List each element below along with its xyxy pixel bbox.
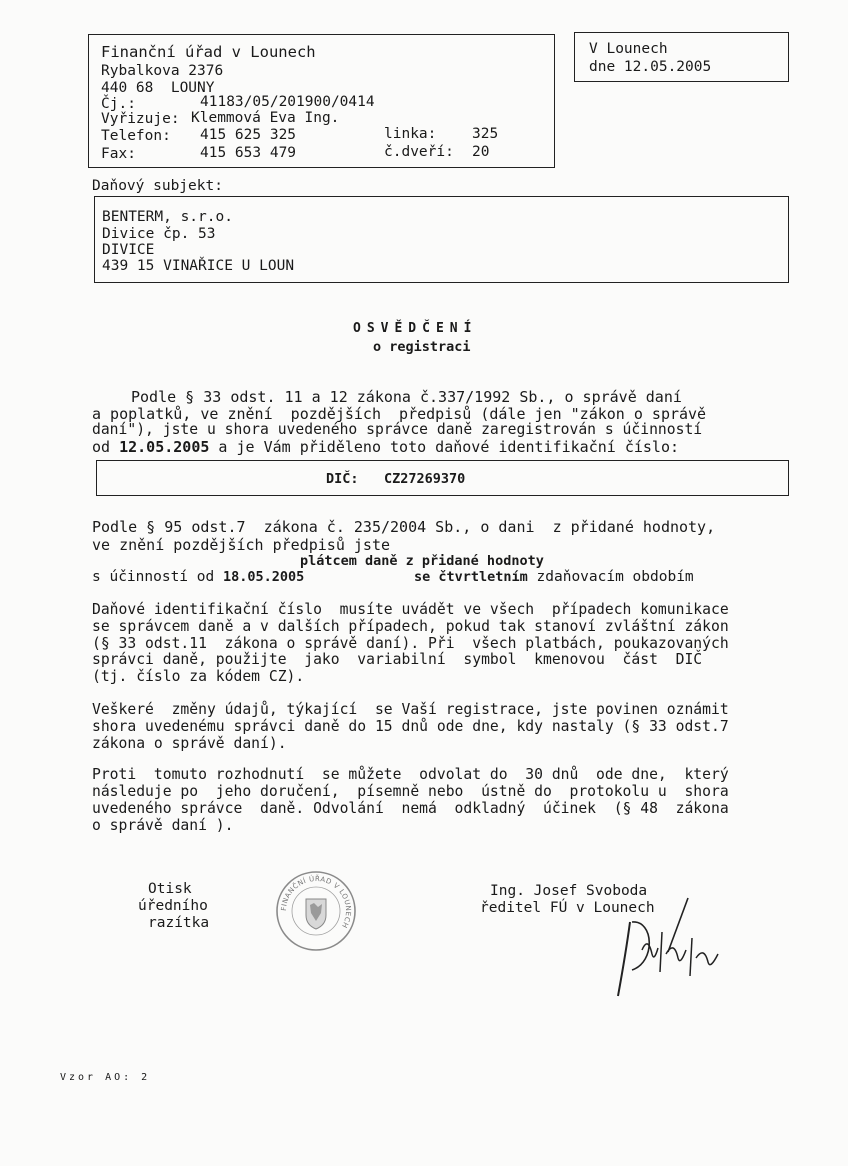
- office-name: Finanční úřad v Lounech: [101, 43, 316, 61]
- ref-label: Čj.:: [101, 96, 136, 112]
- subject-name: BENTERM, s.r.o.: [102, 209, 233, 225]
- para2-line4: [92, 569, 304, 585]
- ext-value: 325: [472, 126, 499, 142]
- para2-line3: plátcem daně z přidané hodnoty: [300, 553, 544, 569]
- subject-street: Divice čp. 53: [102, 226, 216, 242]
- para1-line3: daní"), jste u shora uvedeného správce daně zaregistrován s účinností: [92, 421, 703, 438]
- ext-label: linka:: [384, 126, 437, 142]
- para5-line3: uvedeného správce daně. Odvolání nemá odkladný účinek (§ 48 zákona: [92, 800, 729, 817]
- door-label: č.dveří:: [384, 144, 454, 160]
- vat-period: se čtvrtletním: [414, 569, 528, 585]
- para5-line1: Proti tomuto rozhodnutí se můžete odvolat do 30 dnů ode dne, který: [92, 766, 729, 783]
- office-street: Rybalkova 2376: [101, 63, 224, 79]
- document-subtitle: o registraci: [373, 339, 471, 355]
- phone-value: 415 625 325: [200, 127, 297, 143]
- door-value: 20: [472, 144, 490, 160]
- subject-town: DIVICE: [102, 242, 155, 258]
- para2-line4-post: zdaňovacím obdobím: [527, 569, 694, 585]
- para1-line4-pre: od: [92, 438, 120, 456]
- form-footer: Vzor AO: 2: [60, 1072, 151, 1083]
- para4-line1: Veškeré změny údajů, týkající se Vaší registrace, jste povinen oznámit: [92, 701, 729, 718]
- fax-value: 415 653 479: [200, 145, 297, 161]
- handler-label: Vyřizuje:: [101, 111, 180, 127]
- ref-value: 41183/05/201900/0414: [200, 94, 375, 110]
- para3-line2: se správcem daně a v dalších případech, pokud tak stanoví zvláštní zákon: [92, 618, 729, 635]
- signatory-name: Ing. Josef Svoboda: [490, 883, 648, 899]
- para1-line4: [92, 439, 679, 455]
- subject-label: Daňový subjekt:: [92, 178, 223, 194]
- stamp-text: FINANČNÍ ÚŘAD V LOUNECH: [279, 874, 353, 930]
- para2-line4-right: [414, 569, 694, 585]
- para4-line2: shora uvedenému správci daně do 15 dnů ode dne, kdy nastaly (§ 33 odst.7: [92, 718, 729, 735]
- para1-line4-post: a je Vám přiděleno toto daňové identifikační číslo:: [209, 438, 680, 456]
- para3-line3: (§ 33 odst.11 zákona o správě daní). Při všech platbách, poukazovaných: [92, 635, 729, 652]
- subject-postal: 439 15 VINAŘICE U LOUN: [102, 258, 295, 274]
- document-title: OSVĚDČENÍ: [353, 321, 478, 336]
- vat-effective-date: 18.05.2005: [222, 569, 305, 585]
- phone-label: Telefon:: [101, 128, 171, 144]
- para5-line2: následuje po jeho doručení, písemně nebo ústně do protokolu u shora: [92, 783, 729, 800]
- dic-value: CZ27269370: [384, 471, 466, 487]
- para5-line4: o správě daní ).: [92, 817, 234, 834]
- signatory-title: ředitel FÚ v Lounech: [480, 900, 655, 916]
- para1-line2: a poplatků, ve znění pozdějších předpisů (dále jen "zákon o správě: [92, 405, 707, 423]
- registration-date: 12.05.2005: [119, 438, 210, 456]
- para2-line4-pre: s účinností od: [92, 569, 223, 585]
- handler-value: Klemmová Eva Ing.: [191, 110, 340, 126]
- para4-line3: zákona o správě daní).: [92, 735, 287, 752]
- office-city: 440 68 LOUNY: [101, 80, 215, 96]
- date-place: V Lounech: [589, 41, 668, 57]
- handwritten-signature: [596, 892, 736, 1002]
- para2-line1: Podle § 95 odst.7 zákona č. 235/2004 Sb., o dani z přidané hodnoty,: [92, 518, 716, 536]
- para3-line1: Daňové identifikační číslo musíte uvádět ve všech případech komunikace: [92, 601, 729, 618]
- date-value: dne 12.05.2005: [589, 59, 712, 75]
- fax-label: Fax:: [101, 146, 136, 162]
- para3-line4: správci daně, použijte jako variabilní symbol kmenovou část DIČ: [92, 651, 703, 668]
- para2-line2: ve znění pozdějších předpisů jste: [92, 536, 391, 554]
- stamp-label-line2: úředního: [138, 898, 208, 914]
- para3-line5: (tj. číslo za kódem CZ).: [92, 668, 305, 685]
- stamp-label-line3: razítka: [148, 915, 210, 931]
- para1-line1: Podle § 33 odst. 11 a 12 zákona č.337/1992 Sb., o správě daní: [131, 388, 682, 406]
- dic-label: DIČ:: [326, 471, 359, 487]
- stamp-label-line1: Otisk: [148, 881, 192, 897]
- official-stamp: [274, 869, 358, 953]
